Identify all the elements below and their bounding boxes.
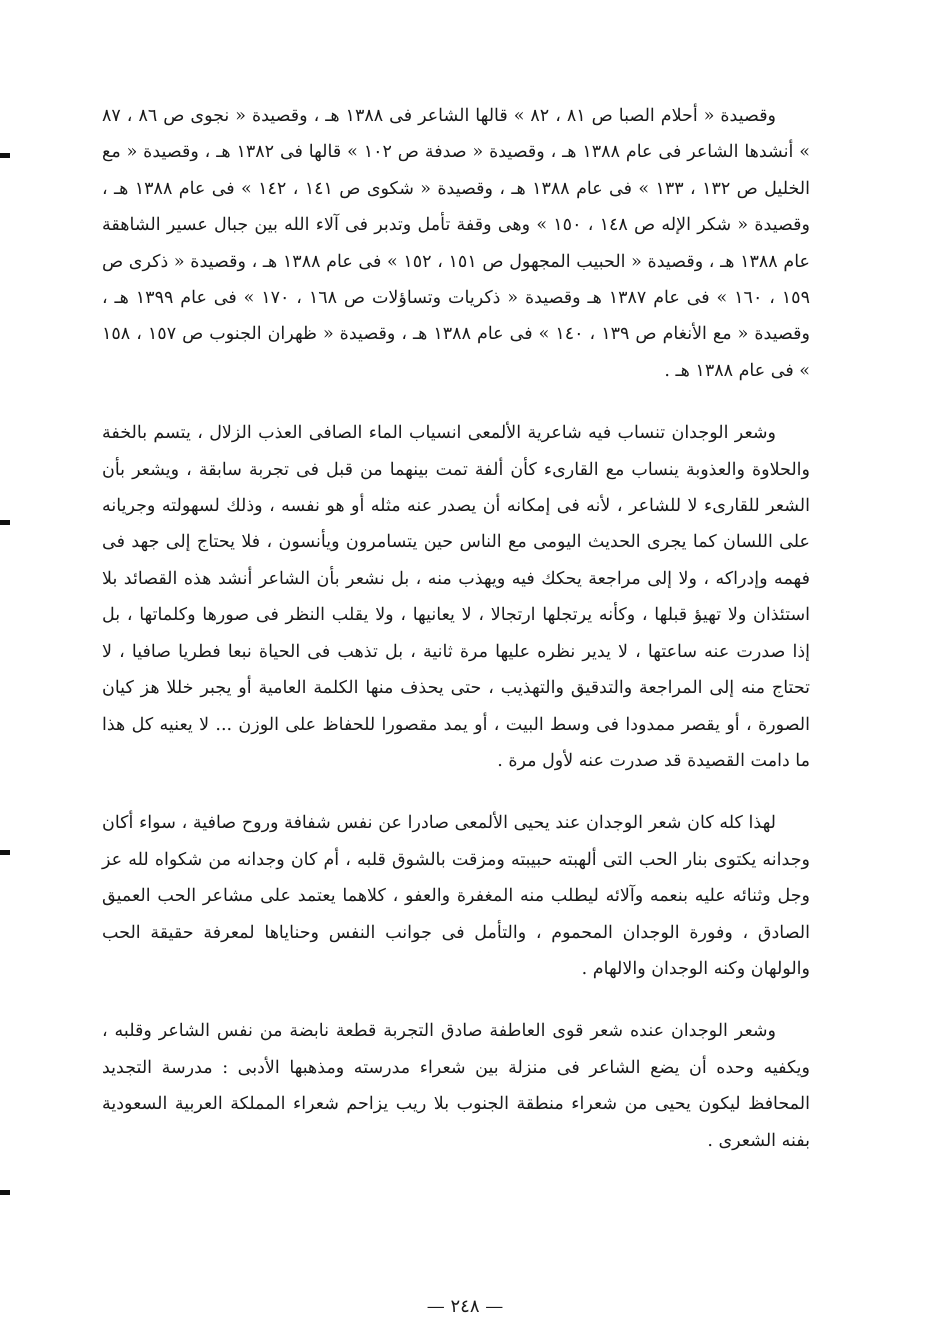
scan-edge-mark [0,1190,10,1195]
paragraph-1: وقصيدة « أحلام الصبا ص ٨١ ، ٨٢ » قالها الشاعر فى ١٣٨٨ هـ ، وقصيدة « نجوى ص ٨٦ ، ٨٧ » أنشدها الشاعر فى عام ١٣٨٨ هـ ، وقصيدة « صدفة ص ١٠٢ » قالها فى ١٣٨٢ هـ ، وقصيدة « مع الخليل ص ١٣٢ ، ١٣٣ » فى عام ١٣٨٨ هـ ، وقصيدة « شكوى ص ١٤١ ، ١٤٢ » فى عام ١٣٨٨ هـ ، وقصيدة « شكر الإله ص ١٤٨ ، ١٥٠ » وهى وقفة تأمل وتدبر فى آلاء الله بين جبال عسير الشاهقة عام ١٣٨٨ هـ ، وقصيدة « الحبيب المجهول ص ١٥١ ، ١٥٢ » فى عام ١٣٨٨ هـ ، وقصيدة « ذكرى ص ١٥٩ ، ١٦٠ » فى عام ١٣٨٧ هـ وقصيدة « ذكريات وتساؤلات ص ١٦٨ ، ١٧٠ » فى عام ١٣٩٩ هـ ، وقصيدة « مع الأنغام ص ١٣٩ ، ١٤٠ » فى عام ١٣٨٨ هـ ، وقصيدة « ظهران الجنوب ص ١٥٧ ، ١٥٨ » فى عام ١٣٨٨ هـ . [102,106,810,381]
scan-edge-mark [0,520,10,525]
paragraph-4: وشعر الوجدان عنده شعر قوى العاطفة صادق التجربة قطعة نابضة من نفس الشاعر وقلبه ، ويكفيه وحده أن يضع الشاعر فى منزلة بين شعراء مدرسته ومذهبها الأدبى : مدرسة التجديد المحافظ ليكون يحيى من شعراء منطقة الجنوب بلا ريب يزاحم شعراء المملكة العربية السعودية بفنه الشعرى . [102,1021,810,1151]
paragraph-2: وشعر الوجدان تنساب فيه شاعرية الألمعى انسياب الماء الصافى العذب الزلال ، يتسم بالخفة والحلاوة والعذوبة ينساب مع القارىء كأن ألفة تمت بينهما من قبل فى تجربة سابقة ، ويشعر بأن الشعر للقارىء لا للشاعر ، لأنه فى إمكانه أن يصدر عنه مثله أو هو نفسه ، وذلك لسهولته وجريانه على اللسان كما يجرى الحديث اليومى مع الناس حين يتسامرون ويأنسون ، فلا يحتاج إلى جهد فى فهمه وإدراكه ، ولا إلى مراجعة يحكك فيه ويهذب منه ، بل نشعر بأن الشاعر أنشد هذه القصائد بلا استئذان ولا تهيؤ قبلها ، وكأنه يرتجلها ارتجالا ، لا يعانيها ، ولا يقلب النظر فى صورها وكلماتها ، بل إذا صدرت عنه ساعتها ، لا يدير نظره عليها مرة ثانية ، بل تذهب فى الحياة نبعا فطريا صافيا ، لا تحتاج منه إلى المراجعة والتدقيق والتهذيب ، حتى يحذف منها الكلمة العامية أو يجبر خللا هز كيان الصورة ، أو يقصر ممدودا فى وسط البيت ، أو يمد مقصورا للحفاظ على الوزن ... لا يعنيه كل هذا ما دامت القصيدة قد صدرت عنه لأول مرة . [102,423,810,771]
paragraph-3: لهذا كله كان شعر الوجدان عند يحيى الألمعى صادرا عن نفس شفافة وروح صافية ، سواء أكان وجدانه يكتوى بنار الحب التى ألهبته حبيبته ومزقت بالشوق قلبه ، أم كان وجدانه من شكواه لله عز وجل وثنائه عليه بنعمه وآلائه ليطلب منه المغفرة والعفو ، كلاهما يعتمد على مشاعر الحب العميق الصادق ، وفورة الوجدان المحموم ، والتأمل فى جوانب النفس وحناياها لمعرفة حقيقة الحب والولهان وكنه الوجدان والالهام . [102,813,810,979]
scan-edge-mark [0,850,10,855]
page-number: — ٢٤٨ — [426,1296,504,1317]
page-body [102,98,810,1159]
scan-edge-mark [0,153,10,158]
